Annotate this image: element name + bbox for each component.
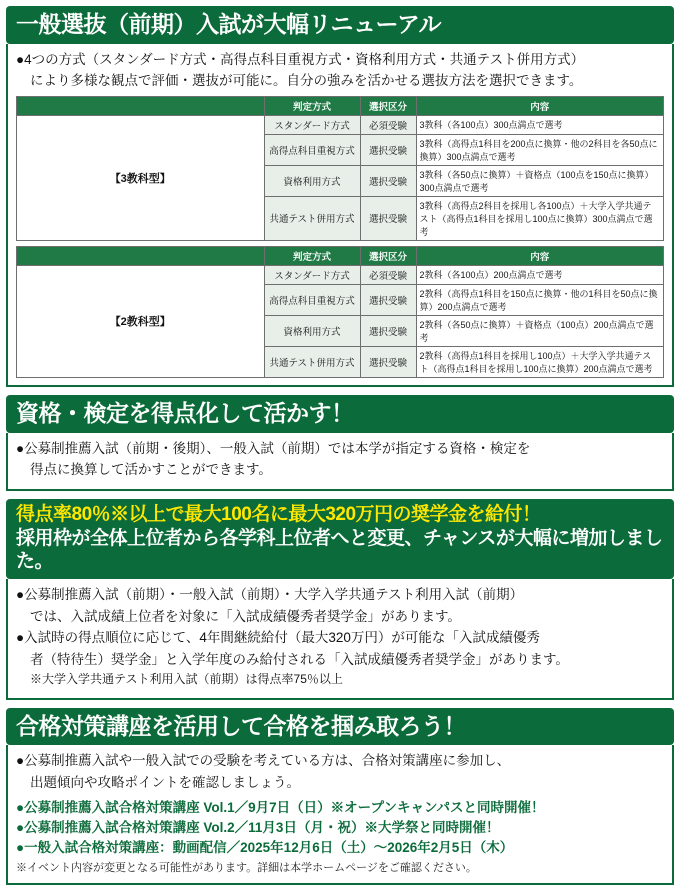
section-3-paragraph-3: ●入試時の得点順位に応じて、4年間継続給付（最大320万円）が可能な「入試成績優秀 xyxy=(16,630,540,646)
header-method: 判定方式 xyxy=(264,96,360,115)
header-content: 内容 xyxy=(416,246,664,265)
cell-selection: 選択受験 xyxy=(360,346,416,377)
cell-selection: 選択受験 xyxy=(360,196,416,240)
cell-content: 2教科（各50点に換算）＋資格点（100点）200点満点で選考 xyxy=(416,315,664,346)
list-item: ●公募制推薦入試合格対策講座 Vol.2／11月3日（月・祝）※大学祭と同時開催！ xyxy=(16,819,500,835)
spacer xyxy=(0,491,680,499)
header-selection: 選択区分 xyxy=(360,96,416,115)
cell-content: 2教科（高得点1科目を150点に換算・他の1科目を50点に換算）200点満点で選考 xyxy=(416,284,664,315)
section-1-body xyxy=(6,44,674,387)
section-4-paragraph-1: ●公募制推薦入試や一般入試での受験を考えている方は、合格対策講座に参加し、 xyxy=(16,753,511,769)
list-item: ●公募制推薦入試合格対策講座 Vol.1／9月7日（日）※オープンキャンパスと同時開催！ xyxy=(16,799,545,815)
header-selection: 選択区分 xyxy=(360,246,416,265)
admission-tables xyxy=(16,96,664,378)
table-header-row xyxy=(17,246,664,265)
header-content: 内容 xyxy=(416,96,664,115)
admission-table-2subject xyxy=(16,246,664,378)
section-2-paragraph-2: 得点に換算して活かすことができます。 xyxy=(30,462,272,478)
cell-content: 3教科（高得点2科目を採用し各100点）＋大学入学共通テスト（高得点1科目を採用し100点に換算）300点満点で選考 xyxy=(416,196,664,240)
cell-selection: 必須受験 xyxy=(360,265,416,284)
table-corner-cell xyxy=(17,96,265,115)
cell-method: 共通テスト併用方式 xyxy=(264,346,360,377)
cell-method: スタンダード方式 xyxy=(264,115,360,134)
cell-content: 2教科（高得点1科目を採用し100点）＋大学入学共通テスト（高得点1科目を採用し100点に換算）200点満点で選考 xyxy=(416,346,664,377)
section-3-banner-line-2: 採用枠が全体上位者から各学科上位者へと変更、チャンスが大幅に増加しました。 xyxy=(16,527,663,573)
cell-method: 資格利用方式 xyxy=(264,315,360,346)
section-3-paragraph-4: 者（特待生）奨学金」と入学年度のみ給付される「入試成績優秀者奨学金」があります。 xyxy=(30,651,569,667)
cell-method: 高得点科目重視方式 xyxy=(264,134,360,165)
section-3-body xyxy=(6,579,674,700)
spacer xyxy=(0,387,680,395)
section-3-paragraph-2: では、入試成績上位者を対象に「入試成績優秀者奨学金」があります。 xyxy=(30,608,461,624)
cell-content: 3教科（各50点に換算）＋資格点（100点を150点に換算）300点満点で選考 xyxy=(416,165,664,196)
section-3-banner-line-1: 得点率80％※以上で最大100名に最大320万円の奨学金を給付！ xyxy=(16,503,541,525)
header-method: 判定方式 xyxy=(264,246,360,265)
list-item: ●一般入試合格対策講座：動画配信／2025年12月6日（土）〜2026年2月5日（木） xyxy=(16,840,514,856)
section-4-paragraph-2: 出題傾向や攻略ポイントを確認しましょう。 xyxy=(30,774,300,790)
section-4-banner: 合格対策講座を活用して合格を掴み取ろう！ xyxy=(6,708,674,746)
cell-selection: 選択受験 xyxy=(360,315,416,346)
spacer xyxy=(0,700,680,708)
section-3-paragraph-1: ●公募制推薦入試（前期）・一般入試（前期）・大学入学共通テスト利用入試（前期） xyxy=(16,587,524,602)
section-2-paragraph-1: ●公募制推薦入試（前期・後期）、一般入試（前期）では本学が指定する資格・検定を xyxy=(16,440,531,456)
section-1-paragraph-1: ●4つの方式（スタンダード方式・高得点科目重視方式・資格利用方式・共通テスト併用方式） xyxy=(16,51,585,67)
section-3-paragraph-5: ※大学入学共通テスト利用入試（前期）は得点率75％以上 xyxy=(30,672,343,687)
section-1-paragraph-2: により多様な観点で評価・選抜が可能に。自分の強みを活かせる選抜方法を選択できます。 xyxy=(30,73,583,89)
table-header-row xyxy=(17,96,664,115)
section-1-banner: 一般選抜（前期）入試が大幅リニューアル xyxy=(6,6,674,44)
cell-method: 共通テスト併用方式 xyxy=(264,196,360,240)
cell-content: 3教科（高得点1科目を200点に換算・他の2科目を各50点に換算）300点満点で選考 xyxy=(416,134,664,165)
course-list xyxy=(16,798,664,859)
table-row xyxy=(17,265,664,284)
section-3-banner xyxy=(6,499,674,579)
section-2-body xyxy=(6,433,674,491)
flyer-page xyxy=(0,6,680,875)
event-disclaimer-note: ※イベント内容が変更となる可能性があります。詳細は本学ホームページをご確認ください。 xyxy=(16,862,477,875)
cell-selection: 必須受験 xyxy=(360,115,416,134)
cell-method: 資格利用方式 xyxy=(264,165,360,196)
cell-method: 高得点科目重視方式 xyxy=(264,284,360,315)
section-2-banner: 資格・検定を得点化して活かす！ xyxy=(6,395,674,433)
cell-content: 3教科（各100点）300点満点で選考 xyxy=(416,115,664,134)
cell-selection: 選択受験 xyxy=(360,134,416,165)
admission-table-3subject xyxy=(16,96,664,241)
row-label-2subject: 【2教科型】 xyxy=(17,265,265,377)
section-4-body xyxy=(6,745,674,884)
table-row xyxy=(17,115,664,134)
cell-method: スタンダード方式 xyxy=(264,265,360,284)
cell-selection: 選択受験 xyxy=(360,165,416,196)
cell-selection: 選択受験 xyxy=(360,284,416,315)
cell-content: 2教科（各100点）200点満点で選考 xyxy=(416,265,664,284)
table-corner-cell xyxy=(17,246,265,265)
row-label-3subject: 【3教科型】 xyxy=(17,115,265,240)
